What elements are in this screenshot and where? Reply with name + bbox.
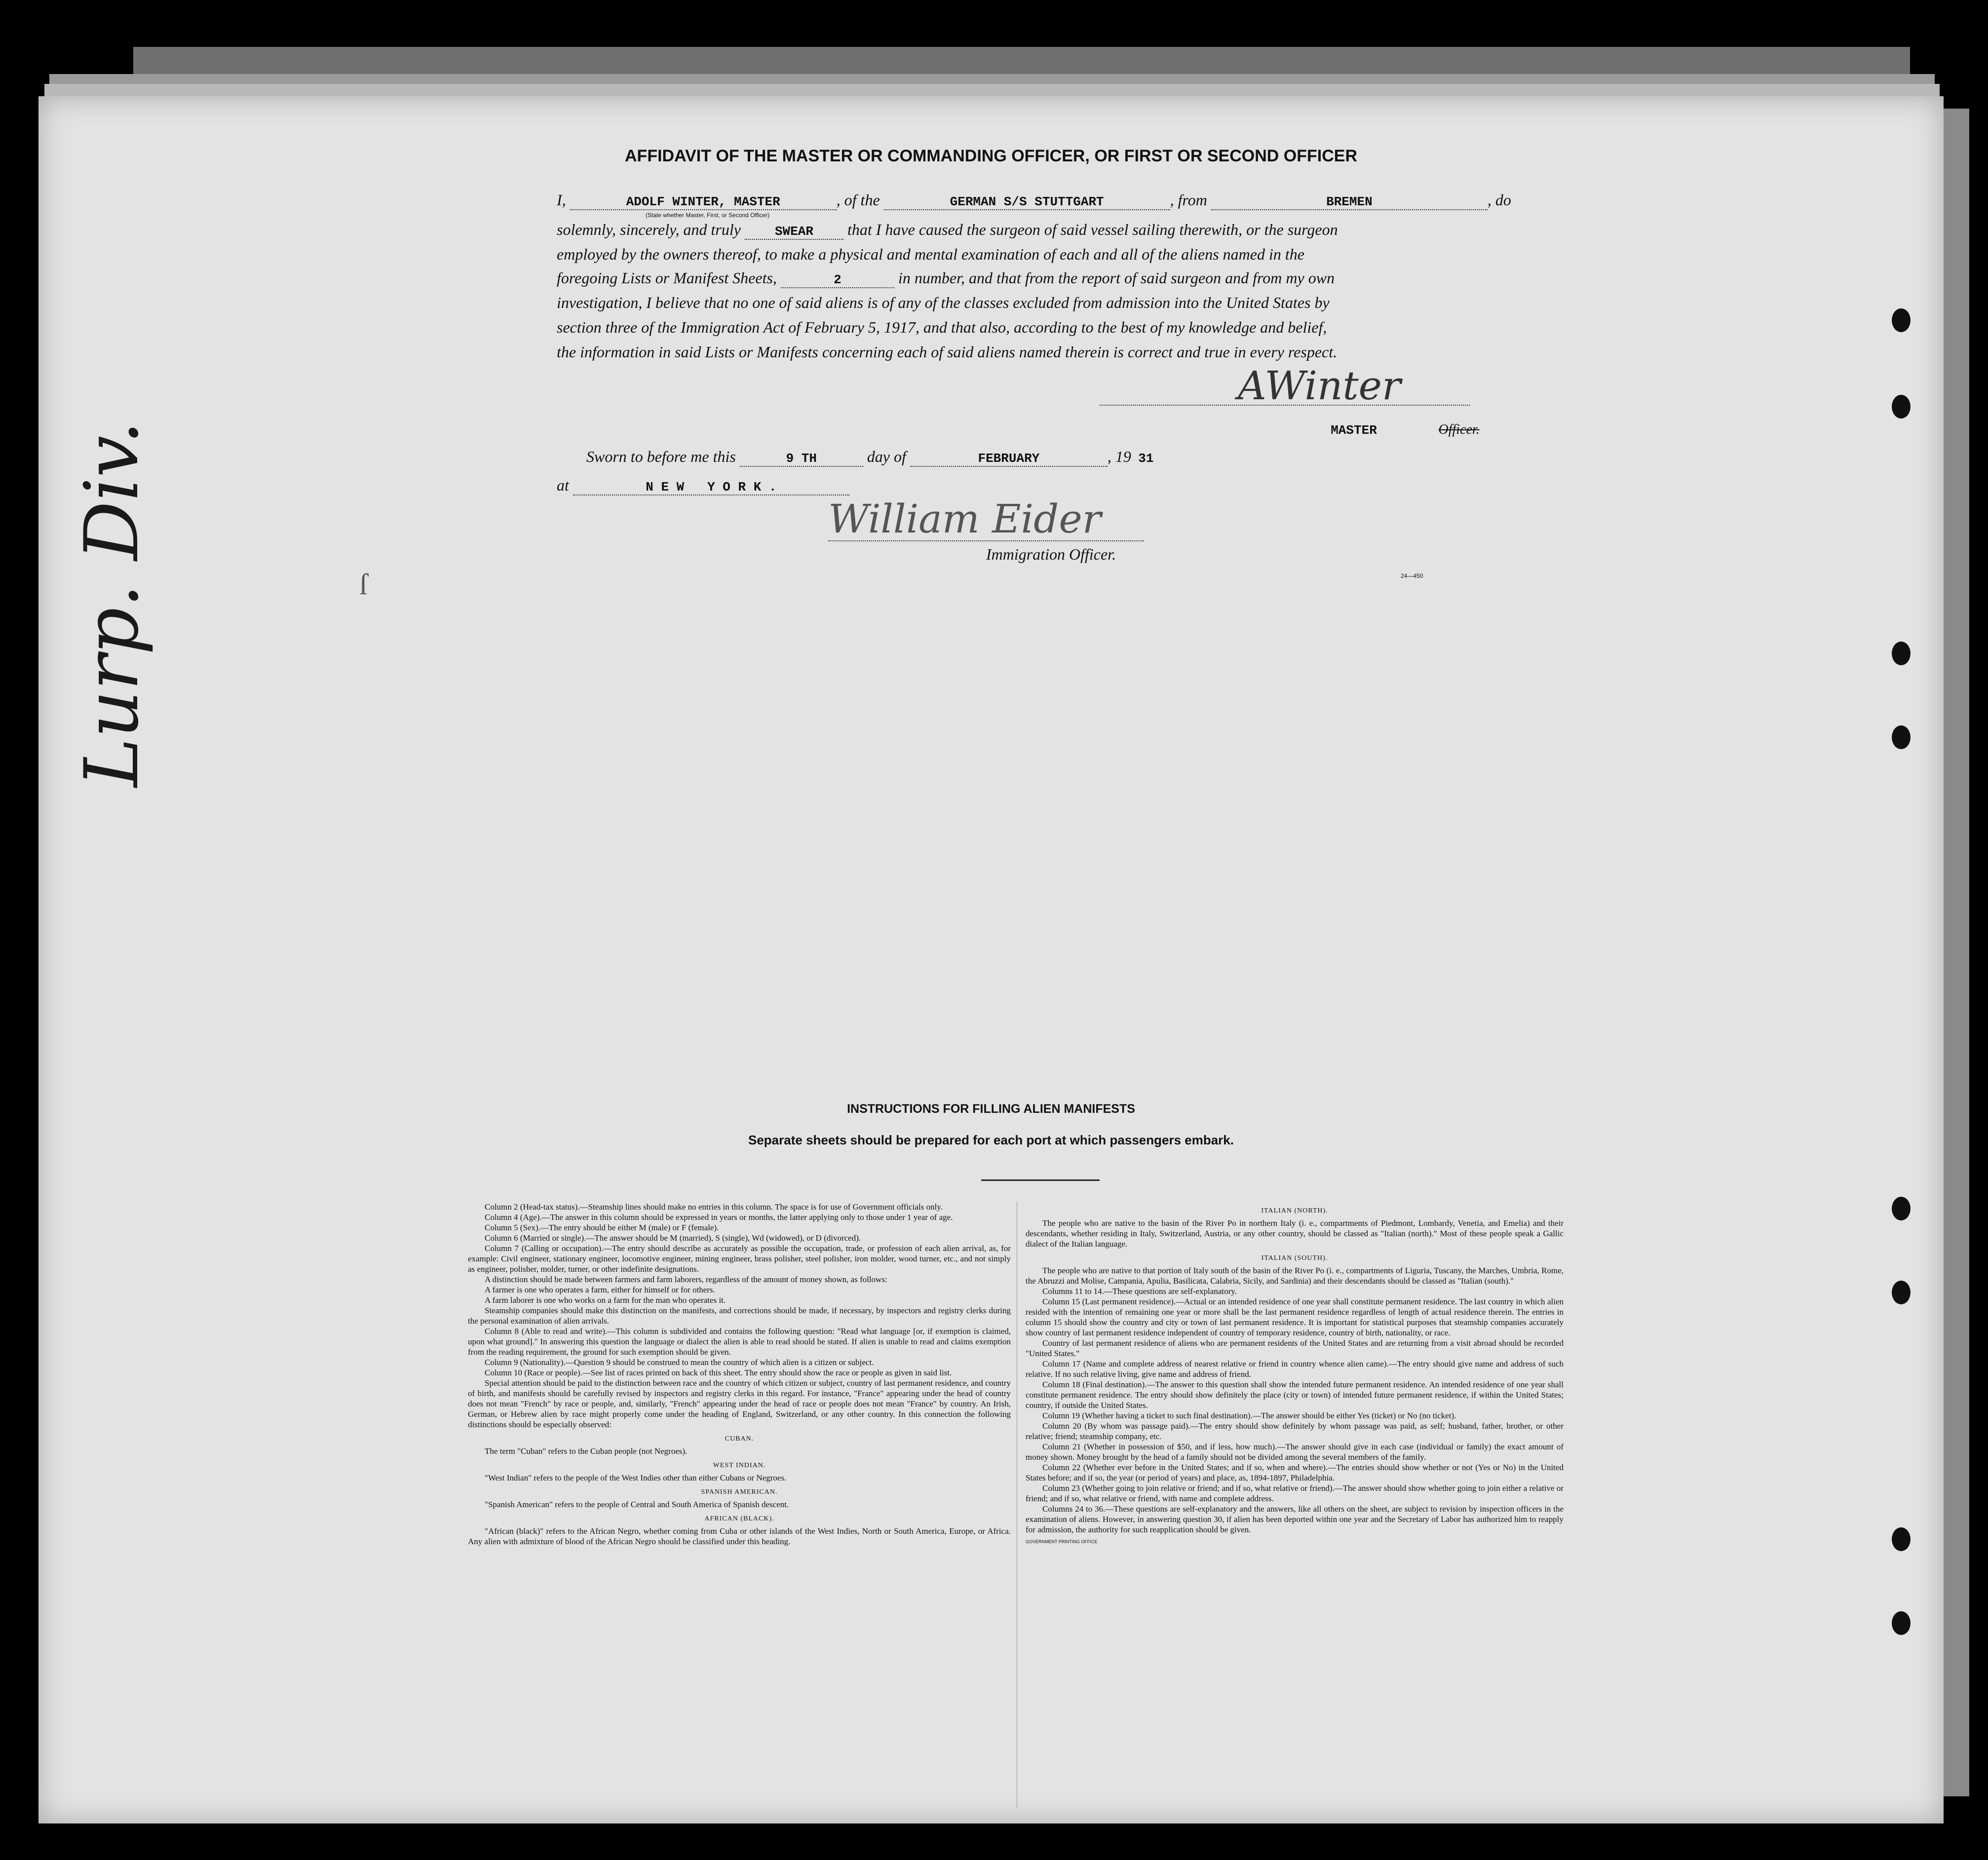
title-officer-struck: Officer. [1438,422,1480,437]
instruction-paragraph: Column 9 (Nationality).—Question 9 should be construed to mean the country of which alien is a citizen or subject. [485,1358,874,1367]
form-number: 24—450 [1401,572,1423,579]
west-indian-text: "West Indian" refers to the people of the West Indies other than either Cubans or Negroes. [485,1473,787,1482]
affidavit-line-5: investigation, I believe that no one of said aliens is of any of the classes excluded from admission into the United States by [557,294,1330,311]
instruction-paragraph: A farmer is one who operates a farm, either for himself or for others. [485,1285,715,1294]
affidavit-line-3: employed by the owners thereof, to make a physical and mental examination of each and all of the aliens named in the [557,245,1304,263]
page-stack-edge-right [1940,109,1969,1796]
cuban-text: The term "Cuban" refers to the Cuban people (not Negroes). [485,1446,688,1456]
sworn-month-field: FEBRUARY [910,451,1108,467]
affidavit-line-1: I, ADOLF WINTER, MASTER , of the GERMAN S/S STUTTGART , from BREMEN , do [557,191,1511,209]
instructions-title: INSTRUCTIONS FOR FILLING ALIEN MANIFESTS [847,1102,1135,1116]
instruction-paragraph: Columns 24 to 36.—These questions are self-explanatory and the answers, like all others on the sheet, are subject to revision by inspection officers in the examination of aliens. However, in answering question 30, if alien has been deported within one year and the Secretary of Labor has authorized him to reapply for admission, the authority for such reapplication should be given. [1026,1504,1564,1534]
instruction-paragraph: Column 5 (Sex).—The entry should be either M (male) or F (female). [485,1223,719,1232]
instruction-paragraph: Steamship companies should make this distinction on the manifests, and corrections should be made, if necessary, by inspectors and registry clerks during the personal examination of alien arrivals. [468,1306,1011,1326]
instructions-left-column [468,1202,1011,1547]
punch-hole [1892,1281,1911,1304]
instruction-paragraph: A distinction should be made between farmers and farm laborers, regardless of the amount of money shown, as follows: [485,1275,887,1284]
italian-north-text: The people who are native to the basin of the River Po in northern Italy (i. e., compartments of Piedmont, Lombardy, Venetia, and Emelia) and their descendants, whether residing in Italy, Switzerland, Austria, or any other country, should be classed as "Italian (north)." Most of these people speak a Gallic dialect of the Italian language. [1026,1218,1564,1249]
title-master: MASTER [1331,423,1377,438]
spanish-american-heading: SPANISH AMERICAN. [701,1488,778,1496]
affidavit-line-7: the information in said Lists or Manifests concerning each of said aliens named therein is correct and true in every respect. [557,343,1338,361]
vessel-field: GERMAN S/S STUTTGART [884,194,1170,210]
punch-hole [1892,1527,1911,1551]
instructions-divider [981,1179,1100,1181]
oath-field: SWEAR [745,224,843,240]
sworn-line: Sworn to before me this 9 TH day of FEBRUARY , 19 31 [586,448,1161,467]
punch-hole [1892,725,1911,749]
instruction-paragraph: Column 8 (Able to read and write).—This column is subdivided and contains the following question: "Read what language [or, if exemption is claimed, upon what ground]." In answering this question the language or dialect the alien is able to read should be stated. If alien is unable to read and claims exemption from the reading requirement, the ground for such exemption should be given. [468,1327,1011,1357]
instruction-paragraph: The people who are native to that portion of Italy south of the basin of the River Po (i. e., compartments of Liguria, Tuscany, the Marches, Umbria, Rome, the Abruzzi and Molise, Campania, Apulia, Basilicata, Calabria, Sicily, and Sardinia) and their descendants should be classed as "Italian (south)." [1026,1266,1564,1286]
instruction-paragraph: Column 17 (Name and complete address of nearest relative or friend in country whence alien came).—The entry should give name and address of such relative. If no such relative living, give name and address of friend. [1026,1359,1564,1379]
officer-rank-note: (State whether Master, First, or Second Officer) [646,212,770,219]
officer-label: Immigration Officer. [986,545,1116,563]
instructions-right-column [1026,1202,1564,1547]
african-text: "African (black)" refers to the African Negro, whether coming from Cuba or other islands of the West Indies, North or South America, Europe, or Africa. Any alien with admixture of blood of the African Negro should be classified under this heading. [468,1526,1011,1546]
instruction-paragraph: Special attention should be paid to the distinction between race and the country of which citizen or subject, country of last permanent residence, and country of birth, and manifests should be carefully revised by inspectors and registry clerks in this regard. For instance, "France" appearing under the head of country does not mean "French" by race or people, and, similarly, "French" appearing under the head of race or people does not mean "France" by country. An Irish, German, or Hebrew alien by race might properly come under the heading of England, Switzerland, or any other country. In this connection the following distinctions should be especially observed: [468,1378,1011,1429]
italian-south-heading: ITALIAN (SOUTH). [1261,1254,1328,1262]
west-indian-heading: WEST INDIAN. [713,1462,766,1469]
instruction-paragraph: Column 23 (Whether going to join relative or friend; and if so, what relative or friend).—The answer should show whether going to join either a relative or friend; and if so, what relative or friend, with name and complete address. [1026,1483,1564,1503]
instruction-paragraph: Column 22 (Whether ever before in the United States; and if so, when and where).—The entries should show whether or not (Yes or No) in the United States before; and if so, the year (or period of years) and place, as, 1894-1897, Philadelphia. [1026,1463,1564,1482]
affidavit-line-6: section three of the Immigration Act of February 5, 1917, and that also, according to the best of my knowledge and belief, [557,318,1327,336]
instruction-paragraph: Column 21 (Whether in possession of $50, and if less, how much).—The answer should give in each case (individual or family) the exact amount of money shown. Money brought by the head of a family should not be divided among the several members of the family. [1026,1442,1564,1462]
instructions-subtitle: Separate sheets should be prepared for each port at which passengers embark. [748,1133,1234,1147]
printer-mark: GOVERNMENT PRINTING OFFICE [1026,1539,1098,1544]
instruction-paragraph: Column 7 (Calling or occupation).—The entry should describe as accurately as possible the occupation, trade, or profession of each alien arrival, as, for example: Civil engineer, stationary engineer, locomotive engineer, mining engineer, brass polisher, steel polisher, iron molder, wood turner, etc., and not simply as engineer, polisher, molder, turner, or other indefinite designations. [468,1244,1011,1274]
instruction-paragraph: Column 20 (By whom was passage paid).—The entry should show definitely by whom passage was paid, as self; husband, father, brother, or other relative; friend; steamship company, etc. [1026,1421,1564,1441]
affidavit-line-4: foregoing Lists or Manifest Sheets, 2 in number, and that from the report of said surgeon and from my own [557,269,1335,287]
spanish-american-text: "Spanish American" refers to the people of Central and South America of Spanish descent. [485,1500,789,1509]
italian-north-heading: ITALIAN (NORTH). [1261,1207,1328,1215]
punch-hole [1892,1611,1911,1635]
master-signature: AWinter [1238,363,1401,409]
sworn-year-field: 31 [1138,451,1154,466]
affidavit-title: AFFIDAVIT OF THE MASTER OR COMMANDING OFFICER, OR FIRST OR SECOND OFFICER [625,147,1357,165]
margin-handwriting: Lurp. Div. [69,420,155,787]
instruction-paragraph: Column 4 (Age).—The answer in this column should be expressed in years or months, the latter applying only to those under 1 year of age. [485,1213,953,1222]
instruction-paragraph: Column 15 (Last permanent residence).—Actual or an intended residence of one year shall constitute permanent residence. The last country in which alien resided with the intention of remaining one year or more shall be the last permanent residence regardless of length of actual residence therein. The entries in column 15 should show the country and city or town of last permanent residence. It is important for statistical purposes that steamship companies accurately show country of last permanent residence independent of country of temporary residence, country of birth, nationality, or race. [1026,1297,1564,1337]
port-from-field: BREMEN [1211,194,1488,210]
punch-hole [1892,395,1911,418]
sworn-day-field: 9 TH [740,451,863,467]
cuban-heading: CUBAN. [725,1435,754,1442]
master-name-field: ADOLF WINTER, MASTER [570,194,837,210]
instruction-paragraph: Column 2 (Head-tax status).—Steamship lines should make no entries in this column. The space is for use of Government officials only. [485,1202,943,1212]
sworn-place-line: at N E W Y O R K . [557,476,849,495]
african-heading: AFRICAN (BLACK). [704,1515,774,1522]
signer-title [1272,422,1480,438]
officer-signature-line [828,540,1144,541]
instruction-paragraph: Column 6 (Married or single).—The answer should be M (married), S (single), Wd (widowed), or D (divorced). [485,1233,861,1243]
manifest-page [38,96,1944,1823]
instruction-paragraph: Column 10 (Race or people).—See list of races printed on back of this sheet. The entry should show the race or people as given in said list. [485,1368,952,1377]
margin-mark: ſ [359,568,368,601]
signature-line [1100,405,1470,406]
affidavit-line-2: solemnly, sincerely, and truly SWEAR that I have caused the surgeon of said vessel sailing therewith, or the surgeon [557,221,1338,239]
instruction-paragraph: Columns 11 to 14.—These questions are self-explanatory. [1042,1287,1237,1296]
sheet-count-field: 2 [781,272,894,288]
instruction-paragraph: A farm laborer is one who works on a farm for the man who operates it. [485,1295,726,1305]
instruction-paragraph: Column 19 (Whether having a ticket to such final destination).—The answer should be either Yes (ticket) or No (no ticket). [1042,1411,1456,1420]
officer-signature: William Eider [828,496,1101,542]
punch-hole [1892,642,1911,665]
punch-hole [1892,308,1911,332]
instruction-paragraph: Country of last permanent residence of aliens who are permanent residents of the United States and are returning from a visit abroad should be recorded "United States." [1026,1338,1564,1358]
sworn-place-field: N E W Y O R K . [573,480,849,495]
punch-hole [1892,1197,1911,1220]
instruction-paragraph: Column 18 (Final destination).—The answer to this question shall show the intended future permanent residence. An intended residence of one year shall constitute permanent residence. The entry should show definitely the place (city or town) of intended future permanent residence, if within the United States; country, if outside the United States. [1026,1380,1564,1410]
